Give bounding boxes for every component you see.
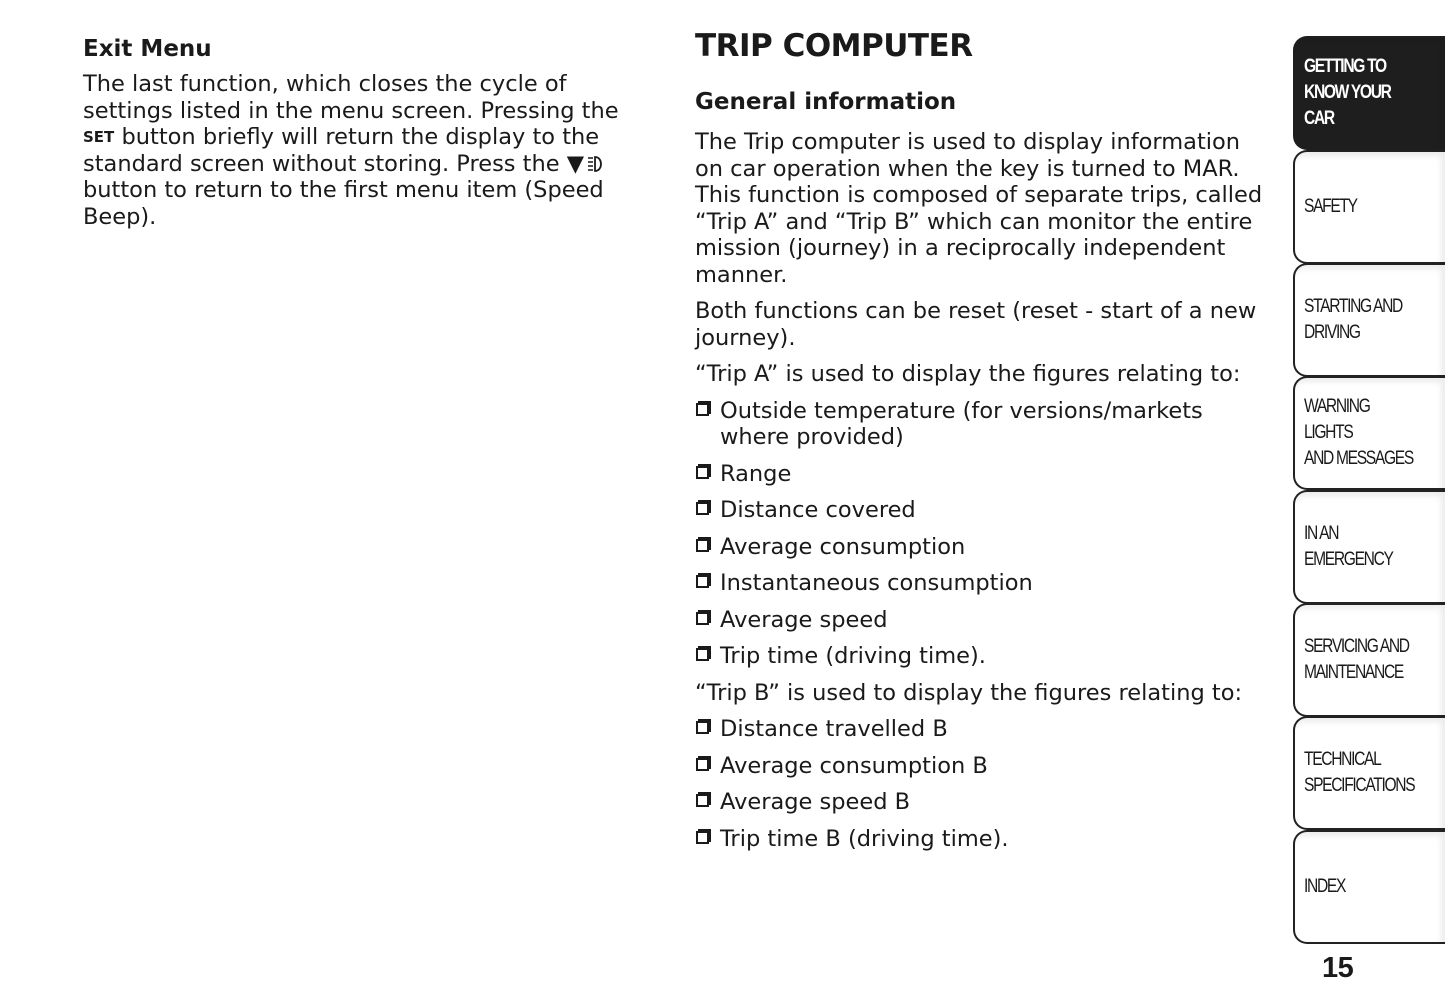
- list-item: Distance travelled B: [695, 716, 1270, 743]
- checkbox-bullet-icon: [696, 721, 709, 734]
- tab-safety[interactable]: SAFETY: [1293, 150, 1445, 264]
- exit-menu-heading: Exit Menu: [83, 36, 212, 62]
- trip-a-intro: “Trip A” is used to display the figures relating to:: [695, 361, 1241, 387]
- tab-servicing-and-maintenance[interactable]: SERVICING AND MAINTENANCE: [1293, 603, 1445, 717]
- checkbox-bullet-icon: [696, 502, 709, 515]
- list-item: Trip time (driving time).: [695, 643, 1270, 670]
- list-item: Average speed: [695, 607, 1270, 634]
- checkbox-bullet-icon: [696, 648, 709, 661]
- checkbox-bullet-icon: [696, 612, 709, 625]
- reset-paragraph: Both functions can be reset (reset - start of a new journey).: [695, 298, 1257, 351]
- exit-menu-paragraph: [83, 71, 653, 230]
- trip-computer-section: [695, 28, 1270, 862]
- trip-a-list: [695, 398, 1270, 670]
- list-item: Outside temperature (for versions/markets where provided): [695, 398, 1270, 451]
- exit-menu-text-3: button to return to the first menu item (Speed Beep).: [83, 177, 604, 230]
- exit-menu-text-2: button briefly will return the display to the standard screen without storing. Press the: [83, 124, 600, 177]
- checkbox-bullet-icon: [696, 539, 709, 552]
- trip-b-intro: “Trip B” is used to display the figures relating to:: [695, 679, 1243, 706]
- list-item: Distance covered: [695, 497, 1270, 524]
- exit-menu-text-1: The last function, which closes the cycle of settings listed in the menu screen. Pressing the: [83, 71, 619, 124]
- tab-getting-to-know-your-car[interactable]: GETTING TO KNOW YOUR CAR: [1293, 36, 1445, 150]
- trips-paragraph: This function is composed of separate trips, called “Trip A” and “Trip B” which can monitor the entire mission (journey) in a reciprocally independent manner.: [695, 182, 1263, 288]
- checkbox-bullet-icon: [696, 794, 709, 807]
- trip-b-list: [695, 716, 1270, 852]
- checkbox-bullet-icon: [696, 403, 709, 416]
- list-item: Trip time B (driving time).: [695, 826, 1270, 853]
- page-title: TRIP COMPUTER: [695, 28, 973, 64]
- tab-starting-and-driving[interactable]: STARTING AND DRIVING: [1293, 263, 1445, 377]
- page-number: 15: [1322, 952, 1354, 984]
- list-item: Average speed B: [695, 789, 1270, 816]
- tab-index[interactable]: INDEX: [1293, 830, 1445, 944]
- checkbox-bullet-icon: [696, 831, 709, 844]
- exit-menu-section: [83, 36, 653, 230]
- checkbox-bullet-icon: [696, 575, 709, 588]
- intro-paragraph: The Trip computer is used to display information on car operation when the key is turned to MAR.: [695, 129, 1241, 182]
- list-item: Average consumption: [695, 534, 1270, 561]
- checkbox-bullet-icon: [696, 466, 709, 479]
- section-subtitle: General information: [695, 89, 957, 115]
- tab-warning-lights[interactable]: WARNING LIGHTS AND MESSAGES: [1293, 376, 1445, 490]
- down-button-icon: ▼: [567, 151, 606, 177]
- list-item: Instantaneous consumption: [695, 570, 1270, 597]
- checkbox-bullet-icon: [696, 758, 709, 771]
- list-item: Range: [695, 461, 1270, 488]
- set-button-icon: SET: [83, 128, 115, 146]
- tab-in-an-emergency[interactable]: IN AN EMERGENCY: [1293, 490, 1445, 604]
- list-item: Average consumption B: [695, 753, 1270, 780]
- tab-technical-specifications[interactable]: TECHNICAL SPECIFICATIONS: [1293, 716, 1445, 830]
